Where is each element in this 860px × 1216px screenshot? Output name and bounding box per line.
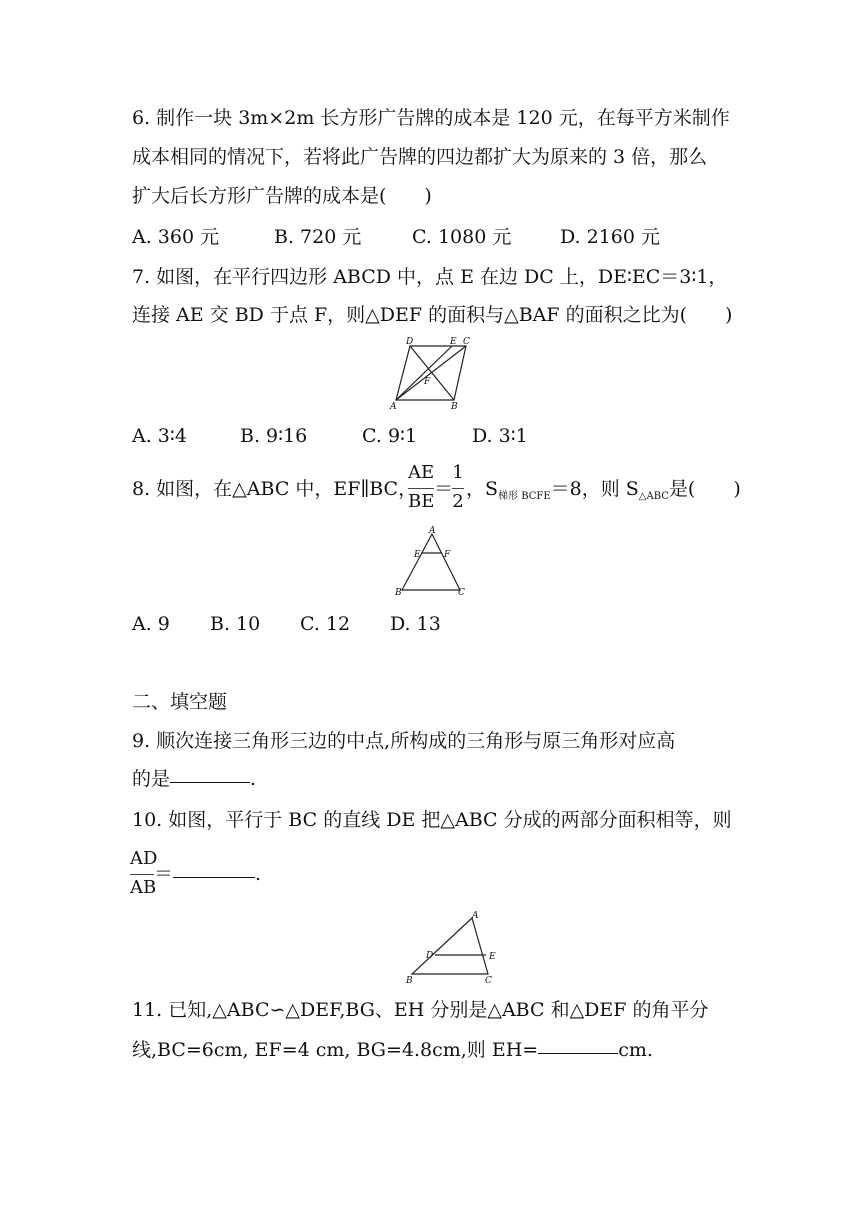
- q11-line-2: [132, 1038, 653, 1062]
- q10-answer-row: [154, 862, 261, 886]
- q8-frac-denominator: BE: [408, 491, 435, 512]
- diagonal-bd: [410, 346, 454, 400]
- q8-option-a: A. 9: [132, 613, 170, 635]
- q7-option-a: A. 3∶4: [132, 425, 187, 447]
- triangle-abc: [402, 534, 460, 590]
- fraction-bar: [130, 874, 154, 875]
- q11-answer-blank[interactable]: [538, 1052, 618, 1054]
- q8-option-b: B. 10: [210, 613, 261, 635]
- label-b: B: [451, 402, 458, 412]
- label-c: C: [485, 976, 492, 986]
- label-b: B: [406, 976, 413, 986]
- q11-line2-prefix: 线,BC=6cm, EF=4 cm, BG=4.8cm,则 EH=: [132, 1039, 539, 1061]
- q8-option-d: D. 13: [390, 613, 441, 635]
- q9-line2-suffix: .: [250, 768, 257, 790]
- label-f: F: [424, 377, 431, 387]
- q8-option-c: C. 12: [300, 613, 351, 635]
- q8-line-prefix: 8. 如图，在△ABC 中，EF∥BC，: [132, 478, 418, 500]
- label-e: E: [489, 952, 496, 962]
- q8-rhs-denominator: 2: [452, 491, 464, 512]
- label-f: F: [444, 550, 451, 560]
- q9-line2-prefix: 的是: [132, 768, 171, 790]
- q6-option-d: D. 2160 元: [560, 226, 661, 248]
- q7-parallelogram-figure: [386, 336, 476, 412]
- q6-option-a: A. 360 元: [132, 226, 220, 248]
- q8-fraction-ae-be: [408, 462, 434, 513]
- q10-frac-denominator: AB: [130, 877, 157, 898]
- q6-line-3: 扩大后长方形广告牌的成本是( ): [132, 185, 432, 207]
- q8-s-mid: ＝8，则 S: [550, 478, 639, 500]
- q7-line-1: 7. 如图，在平行四边形 ABCD 中，点 E 在边 DC 上，DE∶EC＝3∶1，: [132, 266, 728, 288]
- label-e: E: [450, 337, 457, 347]
- label-b: B: [395, 588, 402, 598]
- q9-line-2: [132, 767, 256, 791]
- q11-line2-suffix: cm.: [618, 1039, 653, 1061]
- q8-s-prefix: ，S: [466, 478, 499, 500]
- q10-frac-numerator: AD: [130, 848, 158, 869]
- q7-option-d: D. 3∶1: [472, 425, 528, 447]
- q6-line-2: 成本相同的情况下，若将此广告牌的四边都扩大为原来的 3 倍，那么: [132, 146, 708, 168]
- q9-answer-blank[interactable]: [170, 781, 250, 783]
- q8-rhs-numerator: 1: [452, 462, 464, 483]
- q8-s-subscript-abc: △ABC: [638, 491, 669, 502]
- q6-option-b: B. 720 元: [274, 226, 362, 248]
- label-c: C: [463, 337, 470, 347]
- label-c: C: [458, 588, 465, 598]
- q8-equals: ＝: [434, 478, 454, 500]
- label-d: D: [426, 951, 434, 961]
- q10-line-1: 10. 如图，平行于 BC 的直线 DE 把△ABC 分成的两部分面积相等，则: [132, 809, 732, 831]
- q10-end: .: [255, 863, 262, 885]
- q7-option-b: B. 9∶16: [240, 425, 308, 447]
- fraction-bar: [452, 488, 464, 489]
- q7-line-2: 连接 AE 交 BD 于点 F，则△DEF 的面积与△BAF 的面积之比为( ): [132, 304, 733, 326]
- q8-fraction-one-half: [452, 462, 464, 513]
- q8-suffix: 是( ): [668, 478, 741, 500]
- label-d: D: [406, 337, 414, 347]
- q8-triangle-figure: [392, 526, 470, 598]
- segment-ae: [396, 346, 452, 400]
- fraction-bar: [408, 488, 434, 489]
- q10-answer-blank[interactable]: [173, 876, 255, 878]
- section-title: 二、填空题: [132, 691, 228, 713]
- q7-option-c: C. 9∶1: [362, 425, 418, 447]
- q8-line-suffix: [466, 477, 741, 509]
- q10-fraction-ad-ab: [130, 848, 158, 899]
- q8-frac-numerator: AE: [408, 462, 435, 483]
- q10-triangle-figure: [402, 910, 500, 986]
- triangle-abc: [412, 918, 488, 974]
- q6-option-c: C. 1080 元: [412, 226, 512, 248]
- q10-equals: ＝: [154, 863, 174, 885]
- label-a: A: [390, 402, 397, 412]
- q11-line-1: 11. 已知,△ABC∽△DEF,BG、EH 分别是△ABC 和△DEF 的角平分: [132, 999, 709, 1021]
- q9-line-1: 9. 顺次连接三角形三边的中点,所构成的三角形与原三角形对应高: [132, 730, 676, 752]
- q8-s-subscript-trapezoid: 梯形 BCFE: [498, 491, 551, 502]
- label-a: A: [429, 526, 436, 536]
- label-e: E: [414, 550, 421, 560]
- label-a: A: [472, 911, 479, 921]
- q6-line-1: 6. 制作一块 3m×2m 长方形广告牌的成本是 120 元，在每平方米制作: [132, 107, 730, 129]
